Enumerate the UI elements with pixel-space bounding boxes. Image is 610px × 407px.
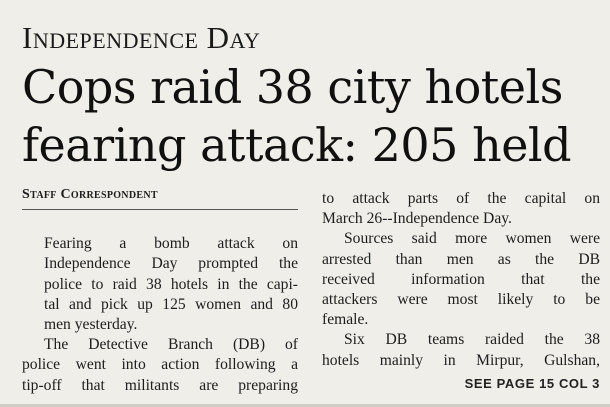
text-line: to attack parts of the capital on: [322, 190, 600, 207]
paragraph-1: [22, 234, 298, 335]
paragraph-4: [322, 229, 600, 330]
article-column-left: [22, 185, 298, 396]
section-kicker: Independence Day: [22, 20, 261, 55]
text-line: Independence Day prompted the: [44, 255, 298, 273]
article-column-right: [322, 189, 600, 371]
continued-jump-line: SEE PAGE 15 COL 3: [464, 376, 600, 391]
text-line: police went into action following a: [22, 356, 298, 374]
paragraph-2: [22, 335, 298, 396]
text-line: tip-off that militants are preparing: [22, 376, 298, 394]
headline-line-1: Cops raid 38 city hotels: [22, 60, 563, 114]
text-line: The Detective Branch (DB) of: [44, 336, 298, 354]
text-line: Six DB teams raided the 38: [344, 331, 600, 349]
text-line: received information that the: [322, 270, 600, 288]
text-line: attackers were most likely to be: [322, 291, 600, 309]
text-line: tal and pick up 125 women and 80: [44, 295, 298, 313]
text-line: March 26--Independence Day.: [322, 210, 512, 228]
byline: Staff Correspondent: [22, 185, 298, 210]
headline-line-2: fearing attack: 205 held: [22, 118, 572, 172]
text-line: hotels mainly in Mirpur, Gulshan,: [322, 351, 600, 369]
text-line: Sources said more women were: [344, 230, 600, 248]
text-line: female.: [322, 311, 369, 329]
paragraph-5: [322, 330, 600, 370]
paragraph-3: [322, 189, 600, 229]
text-line: men yesterday.: [44, 316, 138, 334]
text-line: Fearing a bomb attack on: [44, 235, 298, 253]
headline: [22, 58, 602, 174]
text-line: arrested than men as the DB: [322, 250, 600, 268]
text-line: police to raid 38 hotels in the capi-: [44, 275, 298, 293]
